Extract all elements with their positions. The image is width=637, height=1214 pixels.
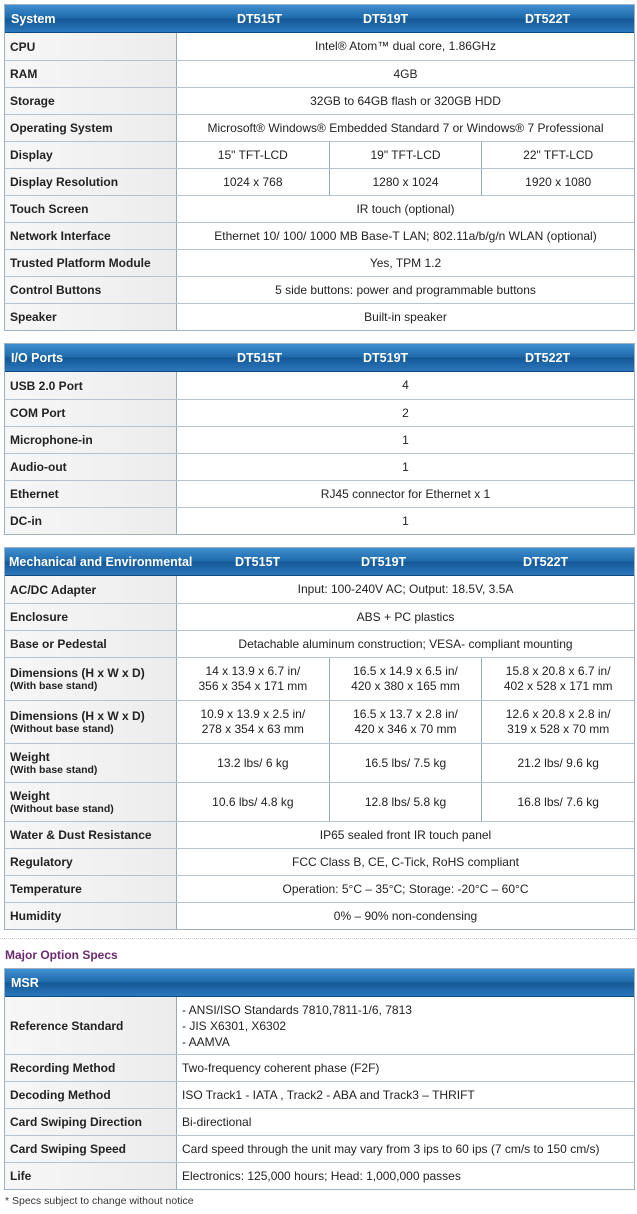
table-row: [5, 902, 634, 929]
section-title: System: [11, 12, 56, 26]
value-cell: 16.5 x 13.7 x 2.8 in/ 420 x 346 x 70 mm: [329, 701, 482, 743]
value-cell: 12.8 lbs/ 5.8 kg: [329, 783, 482, 821]
table-row: [5, 195, 634, 222]
row-label-text: Trusted Platform Module: [10, 256, 151, 270]
row-label: [5, 33, 177, 60]
model-dt519t: DT519T: [361, 555, 407, 569]
system-header: [5, 5, 634, 33]
table-row: [5, 453, 634, 480]
row-label-text: Recording Method: [10, 1061, 116, 1075]
model-dt519t: DT519T: [363, 351, 409, 365]
row-label: [5, 142, 177, 168]
msr-table: [4, 968, 635, 1190]
table-row: [5, 576, 634, 603]
value-cell: 32GB to 64GB flash or 320GB HDD: [310, 93, 501, 108]
row-label: [5, 88, 177, 114]
row-label: [5, 1136, 177, 1162]
value-cell: 14 x 13.9 x 6.7 in/ 356 x 354 x 171 mm: [198, 664, 308, 693]
row-label: [5, 822, 177, 848]
row-values: [177, 1055, 634, 1081]
row-label: [5, 400, 177, 426]
row-label-text: Weight: [10, 789, 50, 803]
table-row: [5, 1162, 634, 1189]
io-rows: [5, 372, 634, 534]
msr-header: [5, 969, 634, 997]
table-row: [5, 848, 634, 875]
row-values: [177, 142, 634, 168]
value-cell: 1: [402, 459, 409, 474]
row-label: [5, 876, 177, 902]
system-rows: [5, 33, 634, 330]
row-values: [177, 1136, 634, 1162]
row-label-sub: (Without base stand): [10, 803, 114, 815]
row-label-text: Operating System: [10, 121, 113, 135]
value-cell: Card speed through the unit may vary from 3 ips to 60 ips (7 cm/s to 150 cm/s): [182, 1141, 600, 1156]
row-label: [5, 196, 177, 222]
section-title: I/O Ports: [11, 351, 64, 365]
value-cell: 12.6 x 20.8 x 2.8 in/ 319 x 528 x 70 mm: [481, 701, 634, 743]
row-label: [5, 481, 177, 507]
row-values: [177, 196, 634, 222]
model-dt522t: DT522T: [525, 351, 571, 365]
row-label-text: Enclosure: [10, 610, 69, 624]
value-cell: 15.8 x 20.8 x 6.7 in/ 402 x 528 x 171 mm: [481, 658, 634, 700]
row-label: [5, 631, 177, 657]
io-header: [5, 344, 634, 372]
row-label: [5, 169, 177, 195]
value-cell: 16.5 x 14.9 x 6.5 in/ 420 x 380 x 165 mm: [329, 658, 482, 700]
row-label-text: DC-in: [10, 514, 42, 528]
row-label: [5, 701, 177, 743]
row-label-text: RAM: [10, 67, 38, 81]
row-label: [5, 849, 177, 875]
model-dt515t: DT515T: [235, 555, 281, 569]
row-values: [177, 783, 634, 821]
table-row: [5, 997, 634, 1054]
row-values: [177, 1163, 634, 1189]
msr-rows: [5, 997, 634, 1189]
model-dt515t: DT515T: [237, 12, 283, 26]
table-row: [5, 276, 634, 303]
value-cell: 13.2 lbs/ 6 kg: [217, 755, 289, 770]
value-cell: 16.8 lbs/ 7.6 kg: [481, 783, 634, 821]
table-row: [5, 60, 634, 87]
value-cell: FCC Class B, CE, C-Tick, RoHS compliant: [292, 854, 519, 869]
value-cell: 0% – 90% non-condensing: [333, 908, 478, 923]
row-label: [5, 115, 177, 141]
value-cell: IP65 sealed front IR touch panel: [319, 827, 492, 842]
table-row: [5, 1054, 634, 1081]
row-label-text: Water & Dust Resistance: [10, 828, 152, 842]
row-label-text: Storage: [10, 94, 55, 108]
table-row: [5, 603, 634, 630]
system-table: [4, 4, 635, 331]
table-row: [5, 249, 634, 276]
row-label-text: Base or Pedestal: [10, 637, 107, 651]
row-label: [5, 1055, 177, 1081]
divider: [0, 938, 637, 939]
value-cell: Intel® Atom™ dual core, 1.86GHz: [315, 39, 496, 53]
row-label-text: Display Resolution: [10, 175, 119, 189]
value-cell: ISO Track1 - IATA , Track2 - ABA and Track3 – THRIFT: [182, 1087, 475, 1102]
row-values: [177, 169, 634, 195]
row-label-text: Audio-out: [10, 460, 67, 474]
row-label-text: Display: [10, 148, 53, 162]
value-cell: Bi-directional: [182, 1114, 252, 1129]
table-row: [5, 1108, 634, 1135]
row-label-text: Speaker: [10, 310, 57, 324]
table-row: [5, 480, 634, 507]
value-cell: Ethernet 10/ 100/ 1000 MB Base-T LAN; 802.11a/b/g/n WLAN (optional): [214, 228, 597, 243]
value-cell: [177, 997, 634, 1054]
row-values: [177, 427, 634, 453]
row-label-text: COM Port: [10, 406, 66, 420]
row-values: [177, 604, 634, 630]
row-label-sub: (Without base stand): [10, 723, 114, 735]
row-label-text: Life: [10, 1169, 32, 1183]
row-label: [5, 427, 177, 453]
row-label-text: USB 2.0 Port: [10, 378, 83, 393]
table-row: [5, 1081, 634, 1108]
row-label-text: Control Buttons: [10, 283, 102, 297]
row-label-text: Ethernet: [10, 487, 59, 501]
value-cell: RJ45 connector for Ethernet x 1: [320, 486, 491, 501]
row-values: [177, 849, 634, 875]
list-item: - ANSI/ISO Standards 7810,7811-1/6, 7813: [182, 1002, 412, 1017]
row-values: [177, 250, 634, 276]
row-values: [177, 701, 634, 743]
row-label: [5, 372, 177, 399]
row-values: [177, 115, 634, 141]
row-label: [5, 997, 177, 1054]
value-cell: 22" TFT-LCD: [481, 142, 634, 168]
table-row: [5, 700, 634, 743]
row-label-text: Reference Standard: [10, 1018, 124, 1033]
table-row: [5, 782, 634, 821]
value-cell: Microsoft® Windows® Embedded Standard 7 or Windows® 7 Professional: [207, 120, 604, 135]
table-row: [5, 743, 634, 782]
value-cell: 1920 x 1080: [481, 169, 634, 195]
row-values: [177, 1109, 634, 1135]
row-label: [5, 250, 177, 276]
row-label-text: Touch Screen: [10, 202, 89, 216]
value-cell: ABS + PC plastics: [356, 609, 455, 624]
row-values: [177, 481, 634, 507]
standard-list: [182, 1002, 412, 1050]
list-item: - JIS X6301, X6302: [182, 1018, 287, 1033]
value-cell: Electronics: 125,000 hours; Head: 1,000,000 passes: [182, 1168, 461, 1183]
io-table: [4, 343, 635, 535]
table-row: [5, 87, 634, 114]
model-dt522t: DT522T: [523, 555, 569, 569]
row-values: [177, 658, 634, 700]
row-label: [5, 61, 177, 87]
row-label-text: Temperature: [10, 882, 82, 896]
table-row: [5, 875, 634, 902]
row-values: [177, 223, 634, 249]
value-cell: 1280 x 1024: [329, 169, 482, 195]
model-dt522t: DT522T: [525, 12, 571, 26]
table-row: [5, 303, 634, 330]
row-label-text: AC/DC Adapter: [10, 582, 97, 597]
row-values: [177, 744, 634, 782]
section-title: Mechanical and Environmental: [9, 555, 193, 569]
row-values: [177, 576, 634, 603]
value-cell: 1: [402, 432, 409, 447]
options-title: Major Option Specs: [5, 948, 118, 962]
table-row: [5, 222, 634, 249]
row-values: [177, 372, 634, 399]
row-label: [5, 604, 177, 630]
value-cell: 16.5 lbs/ 7.5 kg: [329, 744, 482, 782]
value-cell: Input: 100-240V AC; Output: 18.5V, 3.5A: [297, 582, 514, 596]
value-cell: Built-in speaker: [364, 309, 447, 324]
row-values: [177, 822, 634, 848]
row-values: [177, 903, 634, 929]
row-values: [177, 876, 634, 902]
row-label-text: Decoding Method: [10, 1088, 111, 1102]
value-cell: 1024 x 768: [223, 174, 283, 189]
value-cell: Detachable aluminum construction; VESA- compliant mounting: [238, 636, 573, 651]
row-values: [177, 88, 634, 114]
model-dt519t: DT519T: [363, 12, 409, 26]
value-cell: IR touch (optional): [356, 201, 455, 216]
row-label-text: Dimensions (H x W x D): [10, 709, 145, 723]
row-label: [5, 576, 177, 603]
row-label: [5, 223, 177, 249]
row-values: [177, 631, 634, 657]
value-cell: 21.2 lbs/ 9.6 kg: [481, 744, 634, 782]
row-values: [177, 1082, 634, 1108]
row-label-sub: (With base stand): [10, 680, 98, 692]
row-values: [177, 454, 634, 480]
row-label-text: CPU: [10, 39, 36, 54]
row-values: [177, 61, 634, 87]
mech-rows: [5, 576, 634, 929]
value-cell: 19" TFT-LCD: [329, 142, 482, 168]
list-item: - AAMVA: [182, 1034, 230, 1049]
row-label-text: Humidity: [10, 909, 62, 923]
row-label: [5, 304, 177, 330]
value-cell: 2: [402, 405, 409, 420]
row-values: [177, 508, 634, 534]
row-label-text: Card Swiping Speed: [10, 1142, 127, 1156]
row-label-text: Weight: [10, 750, 50, 764]
value-cell: 4: [402, 378, 409, 392]
row-label: [5, 744, 177, 782]
table-row: [5, 507, 634, 534]
row-label: [5, 454, 177, 480]
value-cell: 10.9 x 13.9 x 2.5 in/ 278 x 354 x 63 mm: [200, 707, 306, 736]
value-cell: Operation: 5°C – 35°C; Storage: -20°C – 60°C: [282, 881, 529, 896]
table-row: [5, 657, 634, 700]
row-values: [177, 33, 634, 60]
table-row: [5, 426, 634, 453]
row-label-text: Network Interface: [10, 229, 111, 243]
table-row: [5, 821, 634, 848]
value-cell: Yes, TPM 1.2: [369, 255, 442, 270]
table-row: [5, 1135, 634, 1162]
row-label-text: Regulatory: [10, 855, 73, 869]
row-values: [177, 400, 634, 426]
mech-table: [4, 547, 635, 930]
row-label: [5, 658, 177, 700]
row-values: [177, 277, 634, 303]
table-row: [5, 33, 634, 60]
section-title: MSR: [11, 976, 39, 990]
value-cell: 10.6 lbs/ 4.8 kg: [212, 794, 294, 809]
value-cell: 1: [402, 513, 409, 528]
row-label: [5, 1109, 177, 1135]
value-cell: Two-frequency coherent phase (F2F): [182, 1060, 380, 1075]
row-label: [5, 1082, 177, 1108]
row-values: [177, 304, 634, 330]
row-label: [5, 783, 177, 821]
row-label-text: Card Swiping Direction: [10, 1115, 143, 1129]
mech-header: [5, 548, 634, 576]
table-row: [5, 399, 634, 426]
row-label-sub: (With base stand): [10, 764, 98, 776]
footnote: * Specs subject to change without notice: [5, 1195, 194, 1207]
table-row: [5, 168, 634, 195]
table-row: [5, 114, 634, 141]
table-row: [5, 630, 634, 657]
row-label-text: Microphone-in: [10, 433, 93, 447]
row-label-text: Dimensions (H x W x D): [10, 666, 145, 680]
table-row: [5, 141, 634, 168]
row-values: [177, 997, 634, 1054]
value-cell: 4GB: [393, 66, 418, 81]
value-cell: 15" TFT-LCD: [217, 147, 288, 162]
row-label: [5, 903, 177, 929]
value-cell: 5 side buttons: power and programmable buttons: [275, 282, 536, 297]
row-label: [5, 508, 177, 534]
model-dt515t: DT515T: [237, 351, 283, 365]
row-label: [5, 277, 177, 303]
row-label: [5, 1163, 177, 1189]
table-row: [5, 372, 634, 399]
